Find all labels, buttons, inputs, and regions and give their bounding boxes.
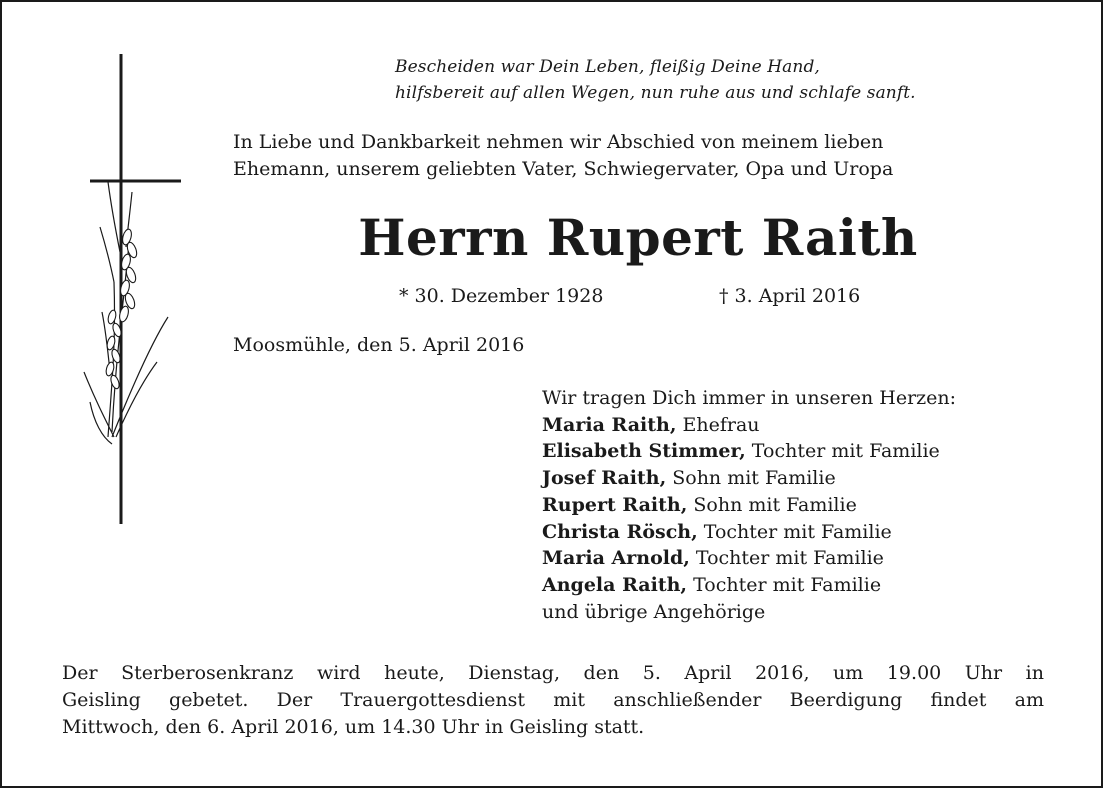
life-dates xyxy=(399,283,861,309)
mourners-heading: Wir tragen Dich immer in unseren Herzen: xyxy=(542,387,957,409)
mourner-name: Maria Raith, xyxy=(542,413,677,436)
mourner-name: Maria Arnold, xyxy=(542,547,690,570)
mourner-row xyxy=(542,572,956,599)
mourner-name: Christa Rösch, xyxy=(542,520,698,543)
mourner-relation: Sohn mit Familie xyxy=(687,493,857,516)
mourner-row xyxy=(542,412,956,439)
mourner-relation: Tochter mit Familie xyxy=(745,440,940,463)
mourner-row xyxy=(542,438,956,465)
service-line: Der Sterberosenkranz wird heute, Dienstag, den 5. April 2016, um 19.00 Uhr in xyxy=(62,662,1044,684)
mourners-closing: und übrige Angehörige xyxy=(542,600,766,623)
motto-line: hilfsbereit auf allen Wegen, nun ruhe aus und schlafe sanft. xyxy=(395,83,916,103)
mourner-name: Elisabeth Stimmer, xyxy=(542,440,746,463)
mourners-list xyxy=(542,385,956,625)
service-info xyxy=(62,660,1044,741)
mourner-relation: Tochter mit Familie xyxy=(687,573,882,596)
death-date: † 3. April 2016 xyxy=(719,285,861,307)
mourner-relation: Ehefrau xyxy=(676,413,760,436)
service-line: Geisling gebetet. Der Trauergottesdienst mit anschließender Beerdigung findet am xyxy=(62,689,1044,711)
deceased-name: Herrn Rupert Raith xyxy=(358,208,918,267)
mourner-relation: Tochter mit Familie xyxy=(697,520,892,543)
mourner-relation: Sohn mit Familie xyxy=(666,467,836,490)
intro-text xyxy=(233,129,893,183)
intro-line: In Liebe und Dankbarkeit nehmen wir Abschied von meinem lieben xyxy=(233,131,884,153)
mourner-relation: Tochter mit Familie xyxy=(689,547,884,570)
birth-date: * 30. Dezember 1928 xyxy=(399,285,604,307)
mourner-name: Josef Raith, xyxy=(542,467,667,490)
motto-line: Bescheiden war Dein Leben, fleißig Deine Hand, xyxy=(395,57,820,77)
intro-line: Ehemann, unserem geliebten Vater, Schwiegervater, Opa und Uropa xyxy=(233,158,894,180)
mourner-name: Angela Raith, xyxy=(542,573,688,596)
mourner-name: Rupert Raith, xyxy=(542,493,688,516)
cross-with-wheat-icon xyxy=(72,52,202,528)
place-date: Moosmühle, den 5. April 2016 xyxy=(233,334,525,356)
motto-verse xyxy=(395,54,916,106)
mourner-row xyxy=(542,519,956,546)
mourner-row xyxy=(542,545,956,572)
service-line: Mittwoch, den 6. April 2016, um 14.30 Uhr in Geisling statt. xyxy=(62,716,645,738)
mourner-row xyxy=(542,492,956,519)
mourner-row xyxy=(542,465,956,492)
